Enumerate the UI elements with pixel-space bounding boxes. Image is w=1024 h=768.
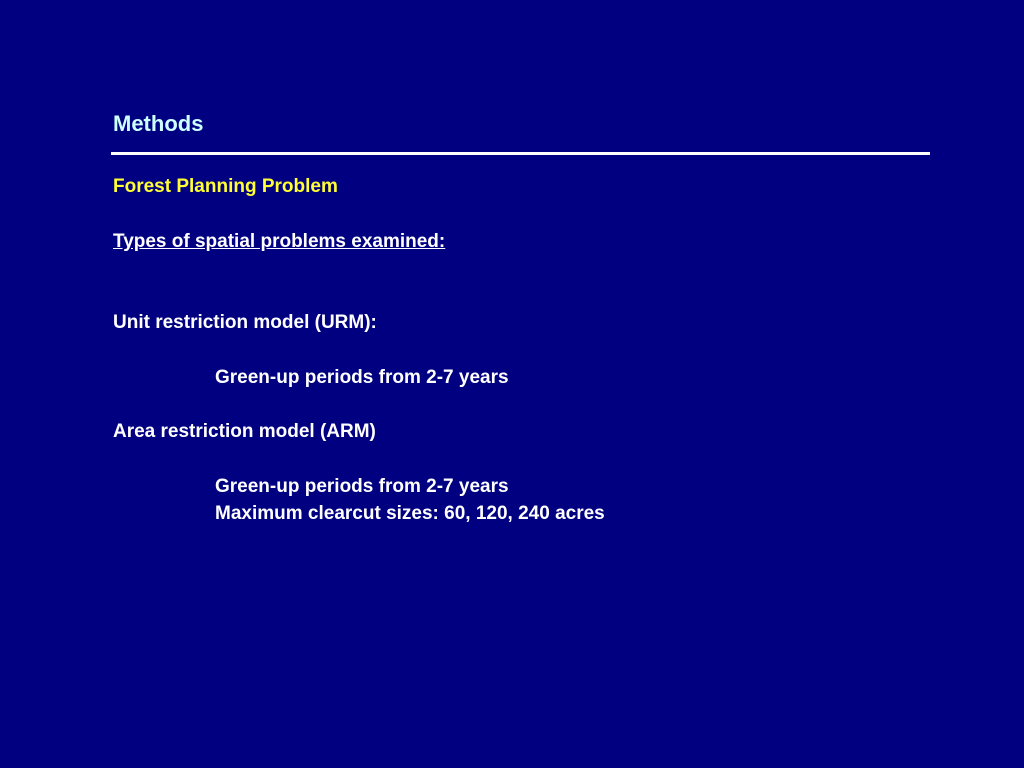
title-divider: [111, 152, 930, 155]
slide-subtitle: Forest Planning Problem: [113, 176, 338, 197]
urm-heading: Unit restriction model (URM):: [113, 312, 377, 333]
arm-detail-green-up: Green-up periods from 2-7 years: [215, 476, 509, 497]
section-heading: Types of spatial problems examined:: [113, 231, 446, 252]
arm-heading: Area restriction model (ARM): [113, 421, 376, 442]
urm-detail-green-up: Green-up periods from 2-7 years: [215, 367, 509, 388]
arm-detail-clearcut-sizes: Maximum clearcut sizes: 60, 120, 240 acres: [215, 503, 605, 524]
slide-title: Methods: [113, 111, 204, 136]
